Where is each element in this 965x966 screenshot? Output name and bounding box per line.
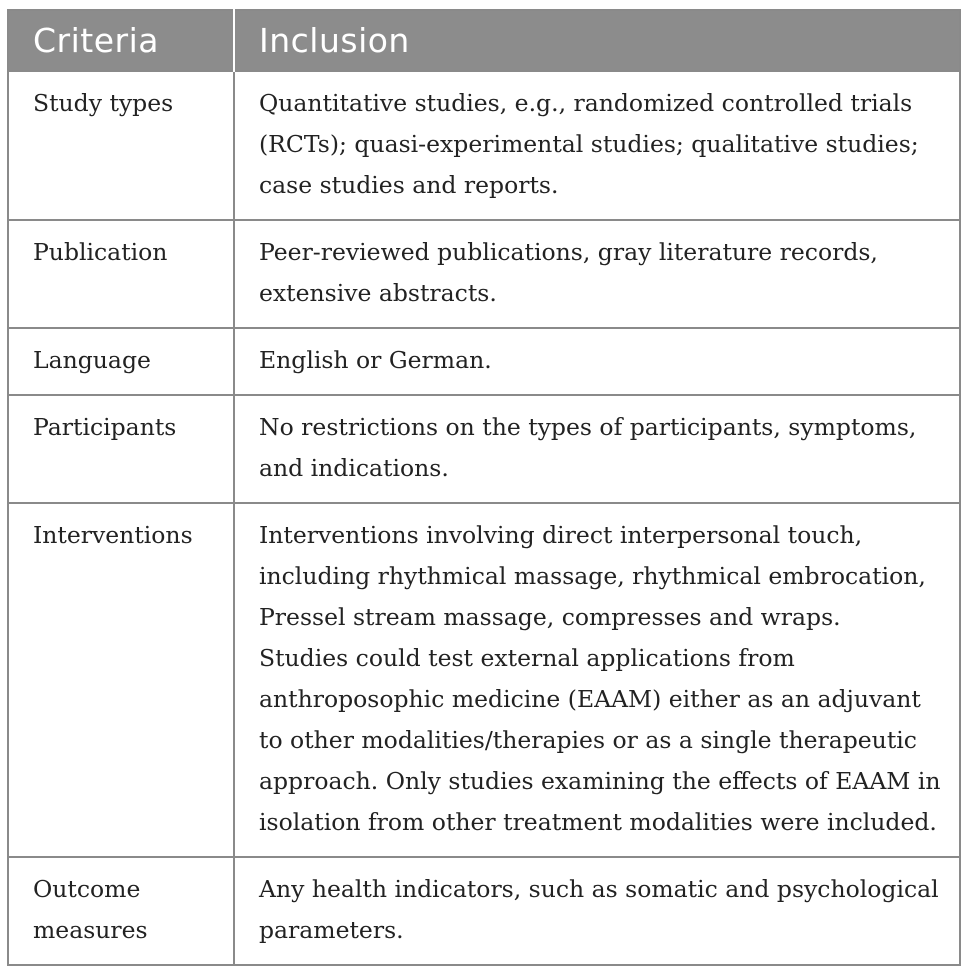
inclusion-cell [234, 71, 960, 220]
table-row-publication [8, 220, 960, 328]
inclusion-text: Peer-reviewed publications, gray literature records, extensive abstracts. [259, 238, 878, 307]
criteria-cell: Outcome measures [8, 857, 234, 965]
inclusion-cell [234, 857, 960, 965]
criteria-cell: Study types [8, 71, 234, 220]
header-inclusion: Inclusion [234, 10, 960, 71]
inclusion-text: No restrictions on the types of participants, symptoms, and indications. [259, 413, 917, 482]
inclusion-criteria-table [7, 9, 961, 966]
table-header-row [8, 10, 960, 71]
criteria-table-container [7, 9, 959, 966]
inclusion-cell [234, 328, 960, 395]
inclusion-text: Quantitative studies, e.g., randomized controlled trials (RCTs); quasi-experimental studies; qualitative studies; case studies and reports. [259, 89, 919, 199]
table-row-study-types [8, 71, 960, 220]
inclusion-cell [234, 503, 960, 857]
inclusion-text: Studies could test external applications from anthroposophic medicine (EAAM) either as an adjuvant to other modalities/therapies or as a single therapeutic approach. Only studies examining the effects of EAAM in isolation from other treatment modalities were included. [259, 644, 941, 836]
inclusion-text: Interventions involving direct interpersonal touch, including rhythmical massage, rhythmical embrocation, Pressel stream massage, compresses and wraps. [259, 521, 926, 631]
criteria-cell: Participants [8, 395, 234, 503]
criteria-cell: Language [8, 328, 234, 395]
inclusion-text: English or German. [259, 346, 492, 374]
criteria-cell: Interventions [8, 503, 234, 857]
inclusion-cell [234, 395, 960, 503]
inclusion-text: Any health indicators, such as somatic and psychological parameters. [259, 875, 939, 944]
table-row-language [8, 328, 960, 395]
table-row-participants [8, 395, 960, 503]
criteria-cell: Publication [8, 220, 234, 328]
table-row-interventions [8, 503, 960, 857]
table-row-outcome-measures [8, 857, 960, 965]
header-criteria: Criteria [8, 10, 234, 71]
inclusion-cell [234, 220, 960, 328]
